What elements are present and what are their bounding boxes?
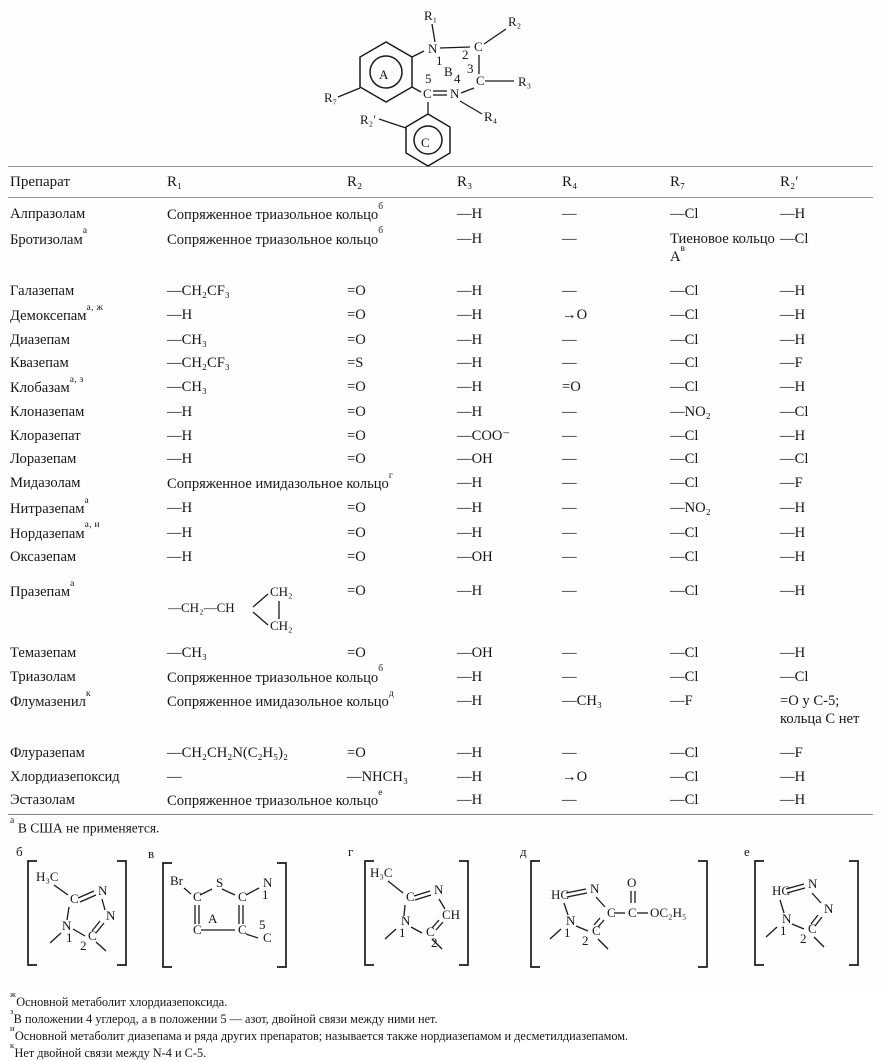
r7-value: —Cl <box>670 451 699 468</box>
r1-value: —CH₂CF₃ <box>167 283 230 300</box>
r2-value: =O <box>347 644 366 661</box>
r3-value: —H <box>457 379 483 396</box>
r2-value: —NHCH₃ <box>347 768 409 785</box>
r7-value: Тиеновое кольцо A <box>670 230 775 266</box>
r2-prime-value: —H <box>780 524 806 541</box>
table-row <box>8 546 873 580</box>
r4-value: — <box>562 283 577 300</box>
core-structure-labels <box>324 8 531 150</box>
r4-value: — <box>562 331 577 348</box>
r2-prime-value: —Cl <box>780 451 809 468</box>
table-row <box>8 329 873 353</box>
r2-prime-value: —F <box>780 355 803 372</box>
atom-label: —CH₂—CH <box>168 599 235 615</box>
r2-value: =O <box>347 582 366 599</box>
r4-value: — <box>562 524 577 541</box>
r4-value: — <box>562 582 577 599</box>
footnote-i-text: Основной метаболит диазепама и ряда других препаратов; называется также нордиазепамом и десметилдиазепамом. <box>14 1028 629 1043</box>
footnote-marker: г <box>388 470 394 481</box>
r7-value: —Cl <box>670 379 699 396</box>
footnote-marker: а <box>82 226 88 237</box>
r2-prime-value: —H <box>780 379 806 396</box>
atom-label: C <box>592 922 601 938</box>
r2-value: =S <box>347 355 364 372</box>
benzodiazepine-core-structure <box>278 2 598 166</box>
r4-value: — <box>562 499 577 516</box>
table-row <box>8 448 873 472</box>
footnote-a-text: В США не применяется. <box>17 820 160 836</box>
drug-name: Демоксепам <box>10 307 87 324</box>
r2-prime-value: —F <box>780 475 803 492</box>
footnote-z <box>10 1006 873 1027</box>
footnote-k-text: Нет двойной связи между N-4 и C-5. <box>14 1045 207 1060</box>
footnote-zh <box>10 989 873 1010</box>
drug-name: Флумазенил <box>10 694 86 711</box>
atom-label: H₃C <box>36 868 59 884</box>
atom-label: 1 <box>436 53 443 68</box>
table-row <box>8 497 873 522</box>
r2-prime-value: —H <box>780 206 806 222</box>
footnote-k <box>10 1040 873 1061</box>
r3-value: —H <box>457 499 483 516</box>
r3-value: —COO⁻ <box>457 427 511 444</box>
drug-name: Клоназепам <box>10 403 85 420</box>
atom-label: C <box>406 888 415 904</box>
table-row <box>8 352 873 376</box>
atom-label: N <box>782 910 792 926</box>
r3-value: —H <box>457 693 483 710</box>
header-r2-prime: R₂′ <box>778 167 873 198</box>
atom-label: C <box>628 904 637 920</box>
r3-value: —H <box>457 668 483 685</box>
atom-label: б <box>16 843 23 859</box>
core-structure-section <box>0 0 881 166</box>
atom-label: 3 <box>467 61 474 76</box>
r2-prime-value: —H <box>780 499 806 516</box>
ring-structure-g-imidazole <box>346 843 476 983</box>
atom-label: 2 <box>80 937 87 953</box>
r2-value: =O <box>347 744 366 761</box>
r3-value: —OH <box>457 644 493 661</box>
atom-label: 1 <box>780 922 787 938</box>
footnote-marker: б <box>378 226 384 237</box>
footnote-z-marker: з <box>10 1006 14 1017</box>
atom-label: C <box>423 86 432 101</box>
r2-value: =O <box>347 306 366 323</box>
r3-value: —H <box>457 768 483 785</box>
atom-label: A <box>379 67 389 82</box>
atom-label: C <box>607 904 616 920</box>
header-r7: R₇ <box>668 167 778 198</box>
atom-label: 2 <box>800 930 807 946</box>
r2-prime-value: —H <box>780 549 806 566</box>
drug-table <box>8 166 873 815</box>
r3-value: —OH <box>457 451 493 468</box>
r7-value: —Cl <box>670 792 699 809</box>
cyclopropylmethyl-structure <box>167 583 317 633</box>
drug-name: Бротизолам <box>10 231 83 248</box>
r3-value: —H <box>457 355 483 372</box>
r1-structure-cell <box>165 580 345 642</box>
r2-prime-value: —H <box>780 768 806 785</box>
r4-value: — <box>562 355 577 372</box>
r2-prime-value: —Cl <box>780 403 809 420</box>
r3-value: —H <box>457 206 483 222</box>
footnote-zh-marker: ж <box>10 989 17 1000</box>
ring-e-labels <box>744 844 834 946</box>
atom-label: N <box>434 881 444 897</box>
r3-value: —H <box>457 582 483 599</box>
footnote-marker: б <box>378 664 384 675</box>
r7-value: —Cl <box>670 644 699 661</box>
fused-ring-note: Сопряженное имидазольное кольцо <box>167 694 389 711</box>
drug-name: Хлордиазепоксид <box>10 768 120 785</box>
r2-prime-value: —H <box>780 331 806 348</box>
ring-d-labels <box>520 844 687 948</box>
atom-label: N <box>106 907 116 923</box>
r4-value: — <box>562 206 577 222</box>
r1-value: —H <box>167 306 193 323</box>
atom-label: B <box>444 64 453 79</box>
footnotes-section <box>10 989 873 1061</box>
atom-label: C <box>476 73 485 88</box>
r2-value: =O <box>347 499 366 516</box>
r1-value: —H <box>167 427 193 444</box>
drug-name: Мидазолам <box>10 475 81 492</box>
prazepam-structure-labels <box>167 584 293 633</box>
r7-value: —F <box>670 693 693 710</box>
atom-label: 1 <box>564 924 571 940</box>
r3-value: —H <box>457 306 483 323</box>
r3-value: —OH <box>457 549 493 566</box>
atom-label: C <box>426 923 435 939</box>
table-row <box>8 642 873 666</box>
r1-value: —H <box>167 524 193 541</box>
atom-label: в <box>148 845 155 861</box>
atom-label: R₄ <box>484 109 498 124</box>
atom-label: 2 <box>582 932 589 948</box>
atom-label: H₃C <box>370 864 393 880</box>
r4-value: — <box>562 549 577 566</box>
drug-name: Галазепам <box>10 283 75 300</box>
drug-name: Триазолам <box>10 668 76 685</box>
footnote-marker: а <box>84 495 89 506</box>
table-header-row <box>8 167 873 198</box>
atom-label: 2 <box>462 47 469 62</box>
r1-value: —CH₂CF₃ <box>167 355 230 372</box>
drug-name: Оксазепам <box>10 549 77 566</box>
r4-value: —CH₃ <box>562 693 602 710</box>
r2-prime-value: =O у C-5; кольца C нет <box>780 693 860 728</box>
atom-label: N <box>566 912 576 928</box>
r2-value: =O <box>347 403 366 420</box>
footnote-marker: е <box>378 788 383 799</box>
drug-name: Эстазолам <box>10 792 75 809</box>
atom-label: CH₂ <box>270 583 293 599</box>
ring-structure-b-triazole <box>14 843 136 983</box>
atom-label: N <box>590 880 600 896</box>
r7-value: —NO₂ <box>670 403 711 420</box>
drug-name: Флуразепам <box>10 744 85 761</box>
r2-prime-value: —H <box>780 644 806 661</box>
r7-value: —Cl <box>670 744 699 761</box>
r2-value: =O <box>347 379 366 396</box>
r4-value: — <box>562 644 577 661</box>
footnote-marker: а, и <box>84 520 100 531</box>
r2-prime-value: —Cl <box>780 230 809 247</box>
atom-label: 1 <box>399 924 406 940</box>
atom-label: C <box>238 888 247 904</box>
atom-label: N <box>62 917 72 933</box>
r4-value: — <box>562 668 577 685</box>
fused-ring-note: Сопряженное триазольное кольцо <box>167 793 379 810</box>
table-row <box>8 376 873 401</box>
r1-value: — <box>167 768 182 785</box>
r7-value: —Cl <box>670 582 699 599</box>
ring-structure-v-thiophene <box>146 843 301 983</box>
r7-value: —Cl <box>670 306 699 323</box>
atom-label: R₂′ <box>360 112 377 127</box>
r7-value: —Cl <box>670 549 699 566</box>
r2-value: =O <box>347 283 366 300</box>
r7-value: —Cl <box>670 331 699 348</box>
r2-value: =O <box>347 331 366 348</box>
table-row <box>8 666 873 691</box>
r1-value: —H <box>167 549 193 566</box>
atom-label: C <box>421 135 430 150</box>
header-r1: R₁ <box>165 167 345 198</box>
footnote-z-text: В положении 4 углерод, а в положении 5 — азот, двойной связи между ними нет. <box>13 1011 438 1026</box>
r7-value: —Cl <box>670 283 699 300</box>
table-row <box>8 425 873 449</box>
atom-label: R₁ <box>424 8 438 23</box>
r1-value: —CH₃ <box>167 379 207 396</box>
atom-label: г <box>348 843 354 859</box>
r4-value: — <box>562 475 577 492</box>
r7-value: —Cl <box>670 668 699 685</box>
table-row <box>8 280 873 304</box>
atom-label: 1 <box>66 929 73 945</box>
header-r4: R₄ <box>560 167 668 198</box>
footnote-marker: д <box>388 688 394 699</box>
drug-name: Клоразепат <box>10 427 81 444</box>
atom-label: C <box>263 929 272 945</box>
footnote-marker: в <box>680 244 686 255</box>
atom-label: S <box>216 874 224 890</box>
table-row <box>8 401 873 425</box>
r2-prime-value: —Cl <box>780 668 809 685</box>
r7-value: —Cl <box>670 427 699 444</box>
atom-label: N <box>450 86 460 101</box>
r3-value: —H <box>457 475 483 492</box>
atom-label: C <box>88 927 97 943</box>
atom-label: N <box>401 912 411 928</box>
r1-value: —H <box>167 499 193 516</box>
r4-value: — <box>562 427 577 444</box>
r4-value: — <box>562 451 577 468</box>
r7-value: —Cl <box>670 524 699 541</box>
table-row <box>8 742 873 766</box>
footnote-a <box>10 815 873 837</box>
footnote-marker: к <box>85 688 91 699</box>
atom-label: CH <box>442 906 461 922</box>
footnote-marker: б <box>378 201 384 212</box>
table-row <box>8 580 873 642</box>
r7-value: —Cl <box>670 206 699 222</box>
r2-prime-value: —H <box>780 427 806 444</box>
header-r2: R₂ <box>345 167 455 198</box>
header-r3: R₃ <box>455 167 560 198</box>
r3-value: —H <box>457 331 483 348</box>
r3-value: —H <box>457 230 483 247</box>
footnote-marker: а, з <box>69 374 84 385</box>
footnote-a-marker: а <box>10 815 15 826</box>
r3-value: —H <box>457 524 483 541</box>
r1-value: —CH₃ <box>167 331 207 348</box>
atom-label: O <box>627 874 637 890</box>
drug-name: Темазепам <box>10 644 77 661</box>
r1-value: —CH₂CH₂N(C₂H₅)₂ <box>167 744 289 761</box>
r3-value: —H <box>457 792 483 809</box>
atom-label: 5 <box>425 71 432 86</box>
r2-prime-value: —H <box>780 582 806 599</box>
r2-prime-value: —H <box>780 792 806 809</box>
drug-name: Квазепам <box>10 355 69 372</box>
fused-ring-note: Сопряженное имидазольное кольцо <box>167 476 389 493</box>
atom-label: е <box>744 843 750 859</box>
r7-value: —Cl <box>670 355 699 372</box>
fused-ring-note: Сопряженное триазольное кольцо <box>167 231 379 248</box>
table-row <box>8 690 873 742</box>
atom-label: HC <box>551 886 570 902</box>
r1-value: —CH₃ <box>167 644 207 661</box>
footnote-zh-text: Основной метаболит хлордиазепоксида. <box>16 994 228 1009</box>
atom-label: д <box>520 843 527 859</box>
fused-ring-note: Сопряженное триазольное кольцо <box>167 206 379 223</box>
atom-label: R₂ <box>508 14 522 29</box>
r3-value: —H <box>457 403 483 420</box>
r4-value: — <box>562 792 577 809</box>
r7-value: —Cl <box>670 768 699 785</box>
r3-value: —H <box>457 283 483 300</box>
atom-label: N <box>98 882 108 898</box>
atom-label: C <box>808 920 817 936</box>
r4-value: — <box>562 230 577 247</box>
table-row <box>8 522 873 547</box>
r2-value: =O <box>347 549 366 566</box>
table-row <box>8 198 873 228</box>
footnote-marker: а <box>70 578 75 589</box>
footnote-i-marker: и <box>10 1023 15 1034</box>
table-row <box>8 304 873 329</box>
atom-label: 5 <box>259 916 266 932</box>
footnote-i <box>10 1023 873 1044</box>
atom-label: N <box>808 875 818 891</box>
drug-name: Клобазам <box>10 380 70 397</box>
drug-name: Лоразепам <box>10 451 77 468</box>
r1-value: —H <box>167 451 193 468</box>
r2-prime-value: —H <box>780 306 806 323</box>
r4-value: — <box>562 403 577 420</box>
drug-name: Нордазепам <box>10 525 85 542</box>
atom-label: N <box>824 900 834 916</box>
atom-label: C <box>70 890 79 906</box>
fused-ring-note: Сопряженное триазольное кольцо <box>167 669 379 686</box>
atom-label: CH₂ <box>270 617 293 633</box>
r4-value: →O <box>562 768 588 785</box>
r4-value: — <box>562 744 577 761</box>
atom-label: N <box>263 874 273 890</box>
drug-name: Алпразолам <box>10 206 86 222</box>
r2-prime-value: —H <box>780 283 806 300</box>
ring-structure-d-imidazole-ester <box>518 843 716 983</box>
table-row <box>8 766 873 790</box>
atom-label: A <box>208 910 218 926</box>
r7-value: —Cl <box>670 475 699 492</box>
drug-table-body <box>8 198 873 815</box>
r2-prime-value: —F <box>780 744 803 761</box>
atom-label: 2 <box>431 934 438 950</box>
atom-label: C <box>193 888 202 904</box>
r2-value: =O <box>347 524 366 541</box>
table-row <box>8 228 873 280</box>
atom-label: C <box>193 921 202 937</box>
ring-structure-e-triazole <box>742 843 867 983</box>
atom-label: 1 <box>262 886 269 902</box>
table-row <box>8 789 873 814</box>
r2-value: =O <box>347 427 366 444</box>
r4-value: =O <box>562 379 581 396</box>
atom-label: R₃ <box>518 74 532 89</box>
footnote-marker: а, ж <box>86 302 104 313</box>
atom-label: C <box>238 921 247 937</box>
r4-value: →O <box>562 306 588 323</box>
atom-label: 4 <box>454 71 461 86</box>
footnote-k-marker: к <box>10 1040 15 1051</box>
atom-label: N <box>428 41 438 56</box>
atom-label: HC <box>772 882 791 898</box>
drug-name: Празепам <box>10 583 71 600</box>
r2-value: =O <box>347 451 366 468</box>
atom-label: Br <box>170 872 183 888</box>
ring-structures-section <box>0 843 881 989</box>
atom-label: R₇ <box>324 90 338 105</box>
r1-value: —H <box>167 403 193 420</box>
drug-name: Нитразепам <box>10 500 85 517</box>
drug-name: Диазепам <box>10 331 71 348</box>
r3-value: —H <box>457 744 483 761</box>
atom-label: OC₂H₅ <box>650 904 687 920</box>
header-preparat: Препарат <box>8 167 165 198</box>
table-row <box>8 472 873 497</box>
atom-label: C <box>474 39 483 54</box>
r7-value: —NO₂ <box>670 499 711 516</box>
